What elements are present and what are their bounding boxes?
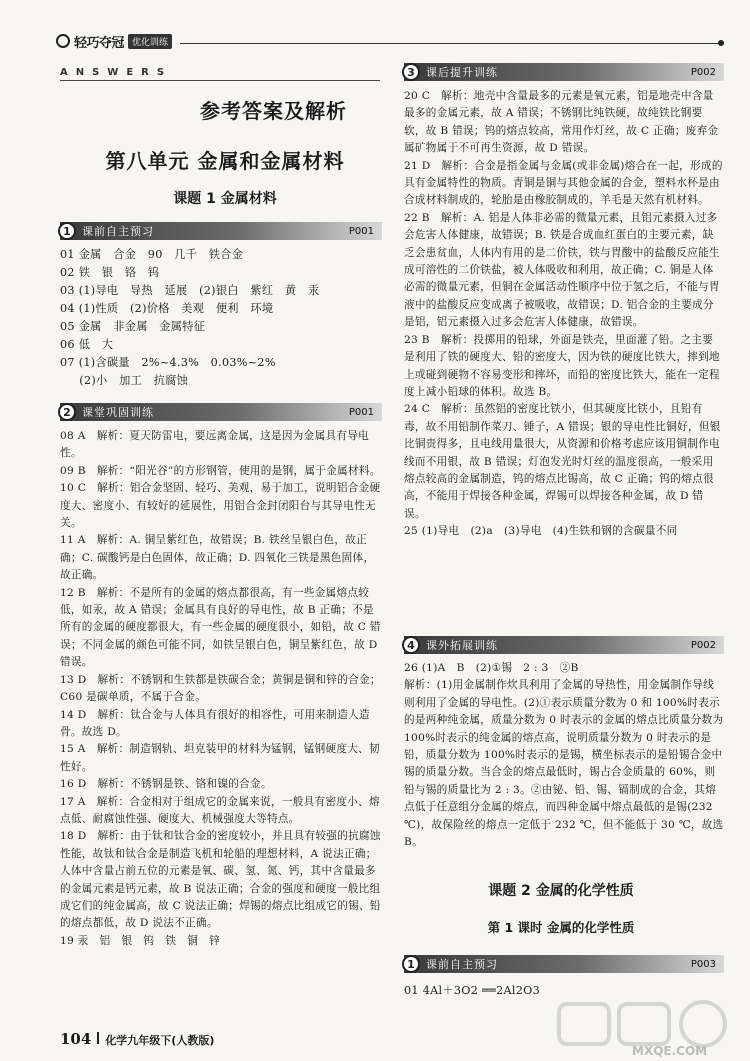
section-label: 课前自主预习: [426, 958, 498, 971]
page-number: 104: [60, 1030, 92, 1048]
answers-class: [60, 428, 382, 950]
answer-item: 25 (1)导电 (2)a (3)导电 (4)生铁和钢的含碳量不同: [404, 525, 678, 538]
answer-item: 02 铁 银 铬 钨: [60, 266, 160, 279]
answer-item: 09 B 解析：“阳光谷”的方形钢管，使用的是钢，属于金属材料。: [60, 464, 381, 477]
answer-item: 16 D 解析：不锈钢是铁、铬和镍的合金。: [60, 778, 272, 791]
answer-item: 06 低 大: [60, 338, 114, 351]
section-number: 1: [58, 222, 76, 240]
brand-tag: 优化训练: [128, 34, 172, 49]
answer-item: 14 D 解析：钛合金与人体具有很好的相容性，可用来制造人造骨。故选 D。: [60, 708, 370, 738]
period-title: 第 1 课时 金属的化学性质: [487, 920, 635, 935]
answer-item: 15 A 解析：制造钢轨、坦克装甲的材料为锰钢，锰钢硬度大、韧性好。: [60, 743, 380, 773]
answer-item: 04 (1)性质 (2)价格 美观 便利 环境: [60, 302, 274, 315]
footer-subtitle: 化学九年级下(人教版): [105, 1034, 215, 1047]
section-number: 3: [402, 63, 420, 81]
answer-item: 解析：(1)用金属制作炊具利用了金属的导热性，用金属制作导线则利用了金属的导电性。(2)①表示质量分数为 0 和 100%时表示的是两种纯金属，质量分数为 0 时表示的金属的熔点比质量分数为 100%时表示的纯金属的熔点高，说明质量分数为 0 时表示的是铅，质量分数为 100%时表示的是锡，横坐标表示的是铅锡合金中锡的质量分数。当合金的熔点最低时，锡占合金质量的 60%，则铅与锡的质量比为 2 : 3。②由铋、铅、锡、镉制成的合金，其熔点低于任意组分金属的熔点，而四种金属中熔点最低的是锡(232 ℃)，故保险丝的熔点一定低于 232 ℃，但不能低于 30 ℃，故选 B。: [404, 679, 728, 849]
answers-after: [404, 88, 724, 541]
answer-item: 17 A 解析：合金相对于组成它的金属来说，一般具有密度小、熔点低、耐腐蚀性强、硬度大、机械强度大等特点。: [60, 795, 380, 825]
section-number: 2: [58, 403, 76, 421]
section-label: 课堂巩固训练: [82, 406, 154, 419]
answer-item: 11 A 解析：A. 铜呈紫红色，故错误；B. 铁丝呈银白色，故正确；C. 碳酸钙是白色固体，故正确；D. 四氧化三铁是黑色固体，故正确。: [60, 534, 375, 582]
answers-ext: [404, 660, 728, 851]
section-bar-preview: [60, 222, 382, 240]
answer-item: 07 (1)含碳量 2%~4.3% 0.03%~2% (2)小 加工 抗腐蚀: [60, 356, 276, 387]
answer-item: 24 C 解析：虽然铝的密度比铁小，但其硬度比铁小，且铅有毒，故不用铅制作菜刀、锤子，A 错误；银的导电性比铜好，但银比铜贵得多，且电线用量很大，从资源和价格考虑应该用铜制作电线而不用银，故 B 错误；灯泡发光时灯丝的温度很高，一般采用熔点较高的金属制造，钨的熔点比锡高，故 C 正确；钨的熔点很高，不能用于焊接各种金属，焊锡可以焊接各种金属，故 D 错误。: [404, 403, 721, 520]
section-number: 1: [402, 955, 420, 973]
watermark-text: MXQE.COM: [632, 1044, 708, 1058]
lesson-title: 课题 1 金属材料: [173, 191, 277, 207]
section-page-ref: P003: [690, 958, 716, 970]
page-title: 参考答案及解析: [200, 99, 347, 123]
brand-logo-icon: [56, 34, 70, 48]
answer-item: 08 A 解析：夏天防雷电，要远离金属，这是因为金属具有导电性。: [60, 430, 370, 460]
answer-item: 01 金属 合金 90 几千 铁合金: [60, 248, 244, 261]
answer-item: 21 D 解析：合金是指金属与金属(或非金属)熔合在一起，形成的具有金属特性的物质。青铜是铜与其他金属的合金，塑料水杯是由合成材料制成的，轮胎是由橡胶制成的，羊毛是天然有机材料。: [404, 159, 723, 207]
header-dot: [718, 40, 724, 46]
answer-item: 01 4Al＋3O2 ══2Al2O3: [404, 984, 541, 997]
answer-item: 03 (1)导电 导热 延展 (2)银白 紫红 黄 汞: [60, 284, 320, 297]
section-label: 课后提升训练: [426, 66, 498, 79]
lesson2-title: 课题 2 金属的化学性质: [488, 883, 634, 899]
brand-name: 轻巧夺冠: [74, 35, 125, 51]
answers-rule: [60, 80, 380, 81]
answer-item: 05 金属 非金属 金属特征: [60, 320, 206, 333]
section-label: 课前自主预习: [82, 225, 154, 238]
answers-preview: [60, 246, 382, 390]
section-label: 课外拓展训练: [426, 639, 498, 652]
section-page-ref: P002: [690, 639, 716, 651]
section-page-ref: P001: [348, 225, 374, 237]
section-bar-ext: [404, 636, 724, 654]
answer-item: 10 C 解析：铝合金坚固、轻巧、美观，易于加工，说明铝合金硬度大、密度小、有较好的延展性，用铝合金封闭阳台与其导电性无关。: [60, 482, 381, 530]
answer-item: 22 B 解析：A. 铝是人体非必需的微量元素，且铝元素摄入过多会危害人体健康，故错误；B. 铁是合成血红蛋白的主要元素，缺乏会患贫血，人体内有用的是二价铁，铁与胃酸中的盐酸反应能生成可溶性的二价铁盐，被人体吸收和利用，故正确；C. 铜是人体必需的微量元素，但铜在金属活动性顺序中位于氢之后，不能与胃液中的盐酸反应变成离子被吸收，故错误；D. 铝合金的主要成分是铝，铝元素摄入过多会危害人体健康，故错误。: [404, 211, 720, 329]
answer-item: 19 汞 铝 银 钨 铁 铜 锌: [60, 934, 221, 947]
answer-item: 20 C 解析：地壳中含量最多的元素是氧元素，铝是地壳中含量最多的金属元素，故 A 错误；不锈钢比纯铁硬，故纯铁比钢要软，故 B 错误；钨的熔点较高，常用作灯丝，故 C 正确；废弃金属矿物属于不可再生资源，故 D 错误。: [404, 90, 719, 155]
header-rule: [180, 43, 720, 44]
section-bar-class: [60, 403, 382, 421]
answer-item: 26 (1)A B (2)①锡 2 : 3 ②B: [404, 662, 579, 674]
answer-item: 12 B 解析：不是所有的金属的熔点都很高，有一些金属熔点较低，如汞，故 A 错误；金属具有良好的导电性，故 B 正确；不是所有的金属的硬度都很大，有一些金属的硬度很小，如铅，故 C 错误；不同金属的颜色可能不同，如铁呈银白色，铜呈紫红色，故 D 错误。: [60, 586, 382, 669]
answers-preview-2: [404, 982, 724, 1000]
page-footer: [60, 1030, 214, 1048]
section-bar-preview-2: [404, 955, 724, 973]
answer-item: 13 D 解析：不锈钢和生铁都是铁碳合金；黄铜是铜和锌的合金；C60 是碳单质，不属于合金。: [60, 673, 381, 704]
section-number: 4: [402, 636, 420, 654]
section-page-ref: P002: [690, 66, 716, 78]
answer-item: 18 D 解析：由于钛和钛合金的密度较小，并且具有较强的抗腐蚀性能，故钛和钛合金是制造飞机和轮船的理想材料，A 说法正确；人体中含量占前五位的元素是氧、碳、氢、氮、钙，其中含量最多的金属元素是钙元素，故 B 说法正确；合金的强度和硬度一般比组成它们的纯金属高，故 C 说法正确；焊锡的熔点比组成它的锡、铅的熔点都低，故 D 说法不正确。: [60, 830, 381, 930]
unit-title: 第八单元 金属和金属材料: [105, 149, 345, 173]
section-bar-after: [404, 63, 724, 81]
answer-item: 23 B 解析：投掷用的铅球，外面是铁壳，里面灌了铅。之主要是利用了铁的硬度大、铅的密度大，因为铁的硬度比铁大，摔到地上或碰到硬物不容易变形和摔坏，而铅的密度比铁大，能在一定程度上减小铅球的体积。故选 B。: [404, 333, 720, 398]
footer-divider: [97, 1032, 99, 1044]
answers-word: ANSWERS: [60, 67, 173, 78]
section-page-ref: P001: [348, 406, 374, 418]
brand-header: [56, 33, 172, 49]
